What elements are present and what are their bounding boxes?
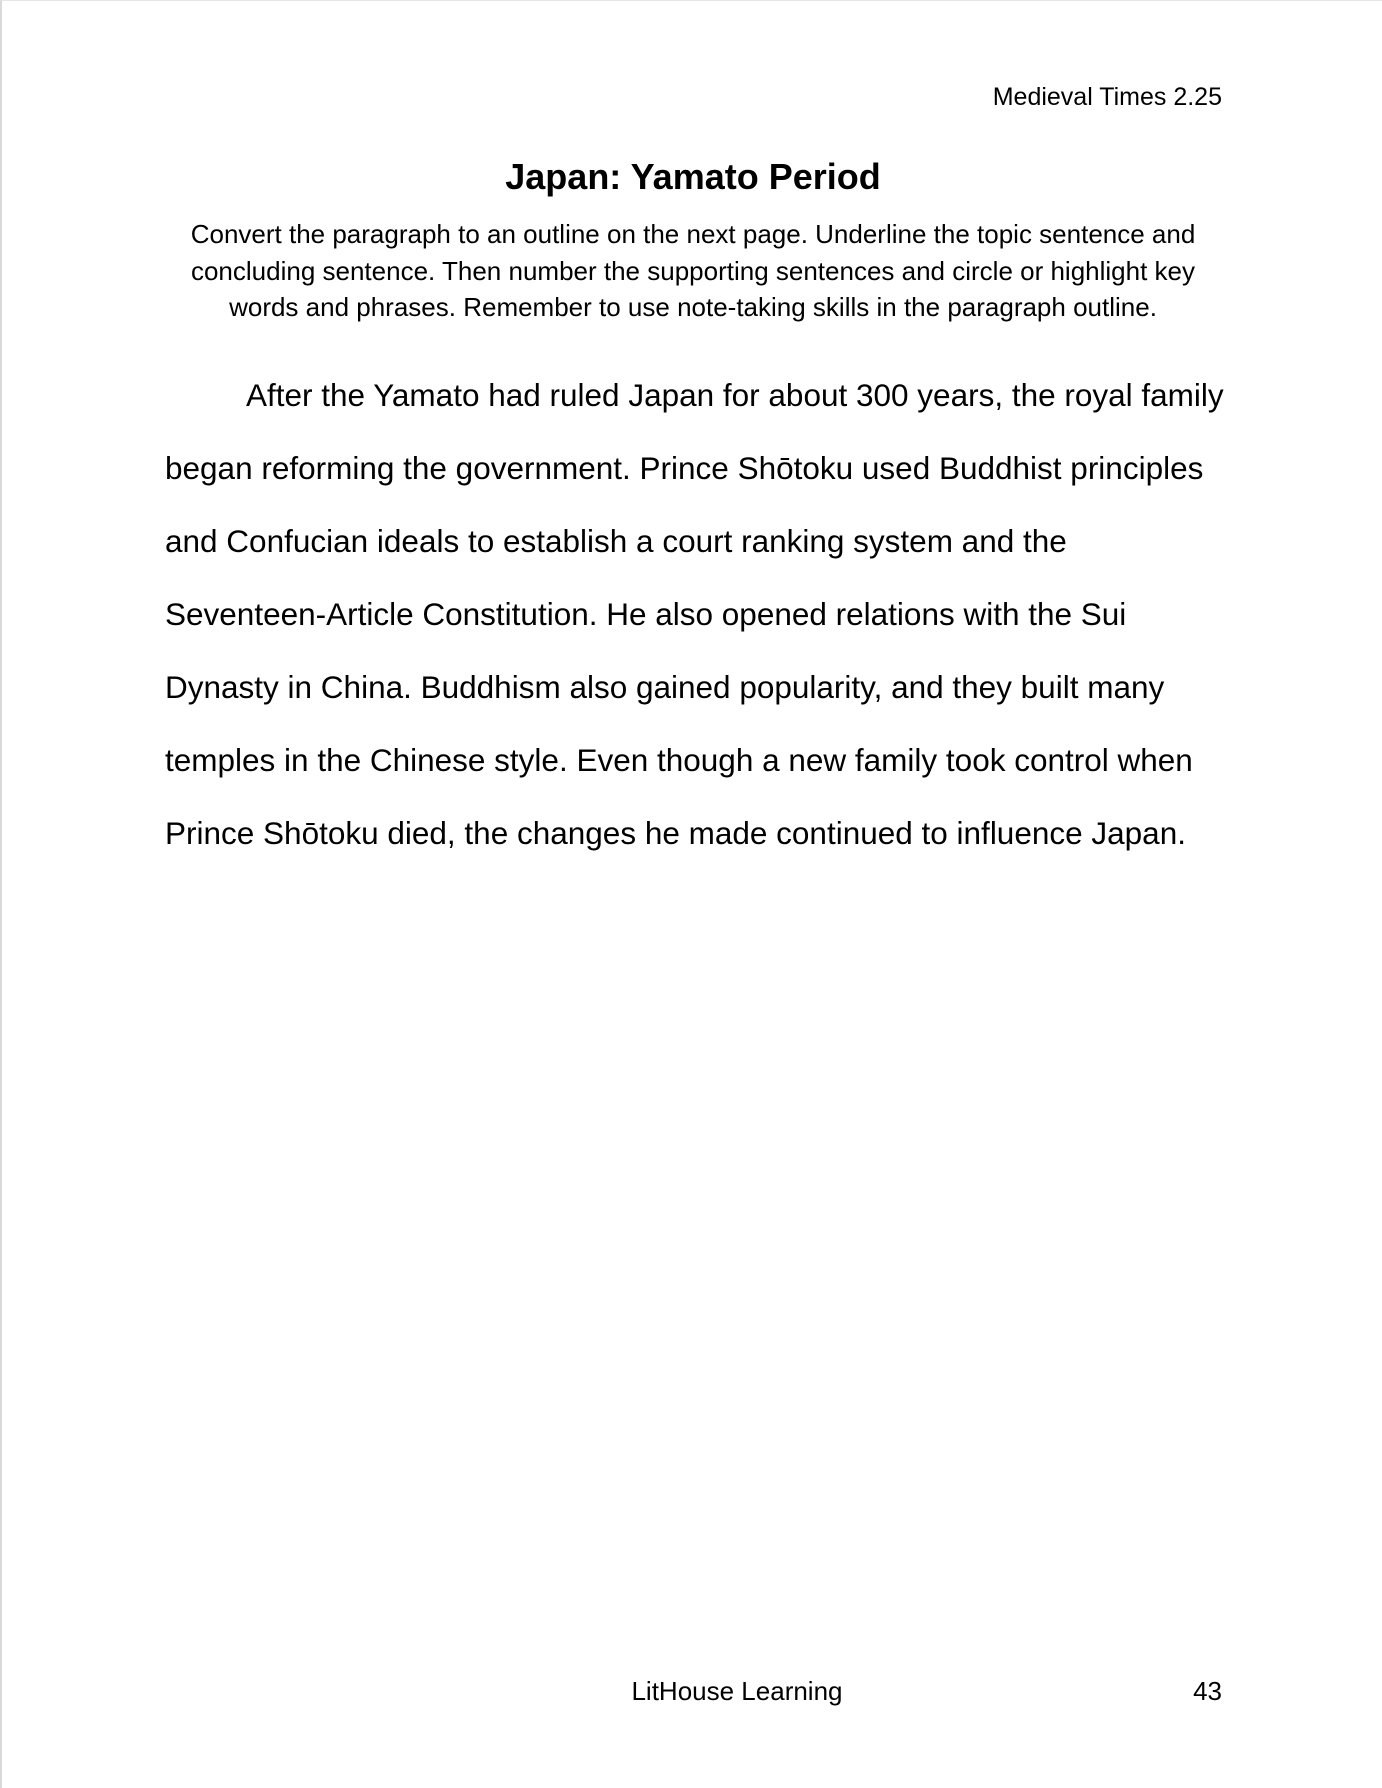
- reading-paragraph: After the Yamato had ruled Japan for about 300 years, the royal family began reforming the government. Prince Shōtoku used Buddhist principles and Confucian ideals to establish a court ranking system and the Seventeen-Article Constitution. He also opened relations with the Sui Dynasty in China. Buddhism also gained popularity, and they built many temples in the Chinese style. Even though a new family took control when Prince Shōtoku died, the changes he made continued to influence Japan.: [165, 377, 1224, 851]
- footer-publisher: LitHouse Learning: [631, 1676, 843, 1706]
- page-number: 43: [1193, 1676, 1222, 1706]
- page-title: Japan: Yamato Period: [505, 156, 881, 197]
- instructions-text: Convert the paragraph to an outline on the next page. Underline the topic sentence and concluding sentence. Then number the supporting sentences and circle or highlight key words and phrases. Remember to use note-taking skills in the paragraph outline.: [190, 219, 1196, 322]
- course-label: Medieval Times 2.25: [992, 83, 1222, 111]
